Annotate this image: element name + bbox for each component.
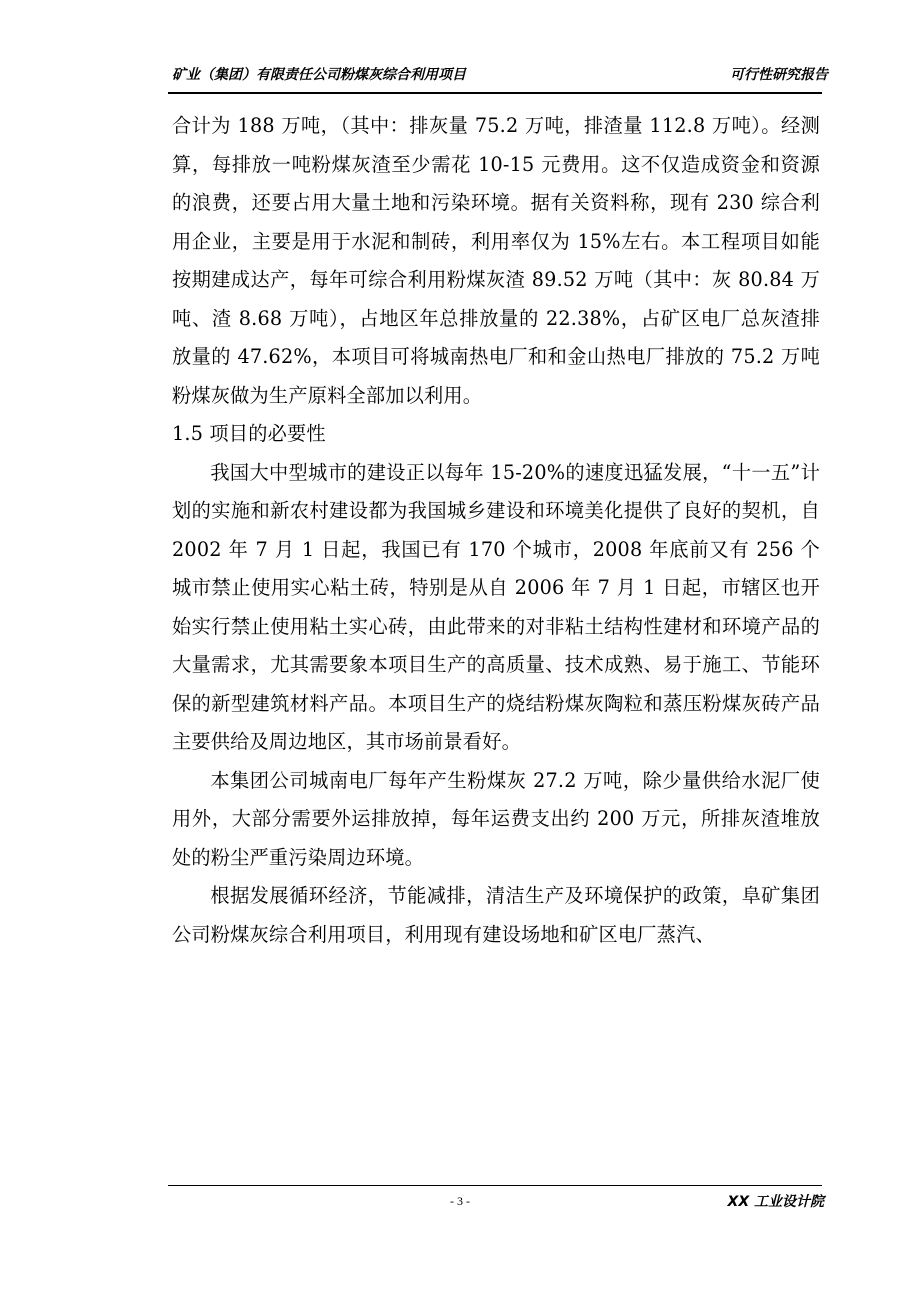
paragraph-1: 合计为 188 万吨，（其中：排灰量 75.2 万吨，排渣量 112.8 万吨）。经测算，每排放一吨粉煤灰渣至少需花 10-15 元费用。这不仅造成资金和资源的浪费，还要占用大量土地和污染环境。据有关资料称，现有 230 综合利用企业，主要是用于水泥和制砖，利用率仅为 15%左右。本工程项目如能按期建成达产，每年可综合利用粉煤灰渣 89.52 万吨（其中：灰 80.84 万吨、渣 8.68 万吨），占地区年总排放量的 22.38%，占矿区电厂总灰渣排放量的 47.62%，本项目可将城南热电厂和和金山热电厂排放的 75.2 万吨粉煤灰做为生产原料全部加以利用。 — [172, 114, 820, 407]
header-report-type: 可行性研究报告 — [730, 67, 828, 83]
footer-divider — [168, 1185, 822, 1186]
document-body — [172, 107, 820, 954]
page-number: - 3 - — [450, 1194, 470, 1208]
section-heading: 1.5 项目的必要性 — [172, 422, 326, 445]
paragraph-3: 本集团公司城南电厂每年产生粉煤灰 27.2 万吨，除少量供给水泥厂使用外，大部分需要外运排放掉，每年运费支出约 200 万元，所排灰渣堆放处的粉尘严重污染周边环境。 — [172, 768, 820, 869]
header-divider — [168, 92, 822, 94]
paragraph-4: 根据发展循环经济，节能减排，清洁生产及环境保护的政策，阜矿集团公司粉煤灰综合利用项目，利用现有建设场地和矿区电厂蒸汽、 — [172, 884, 820, 946]
paragraph-2: 我国大中型城市的建设正以每年 15-20%的速度迅猛发展，“十一五”计划的实施和新农村建设都为我国城乡建设和环境美化提供了良好的契机，自 2002 年 7 月 1 日起，我国已有 170 个城市，2008 年底前又有 256 个城市禁止使用实心粘土砖，特别是从自 2006 年 7 月 1 日起，市辖区也开始实行禁止使用粘土实心砖，由此带来的对非粘土结构性建材和环境产品的大量需求，尤其需要象本项目生产的高质量、技术成熟、易于施工、节能环保的新型建筑材料产品。本项目生产的烧结粉煤灰陶粒和蒸压粉煤灰砖产品主要供给及周边地区，其市场前景看好。 — [172, 460, 820, 753]
header-project-title: 矿业（集团）有限责任公司粉煤灰综合利用项目 — [172, 67, 466, 83]
footer-institute: XX 工业设计院 — [727, 1194, 824, 1210]
